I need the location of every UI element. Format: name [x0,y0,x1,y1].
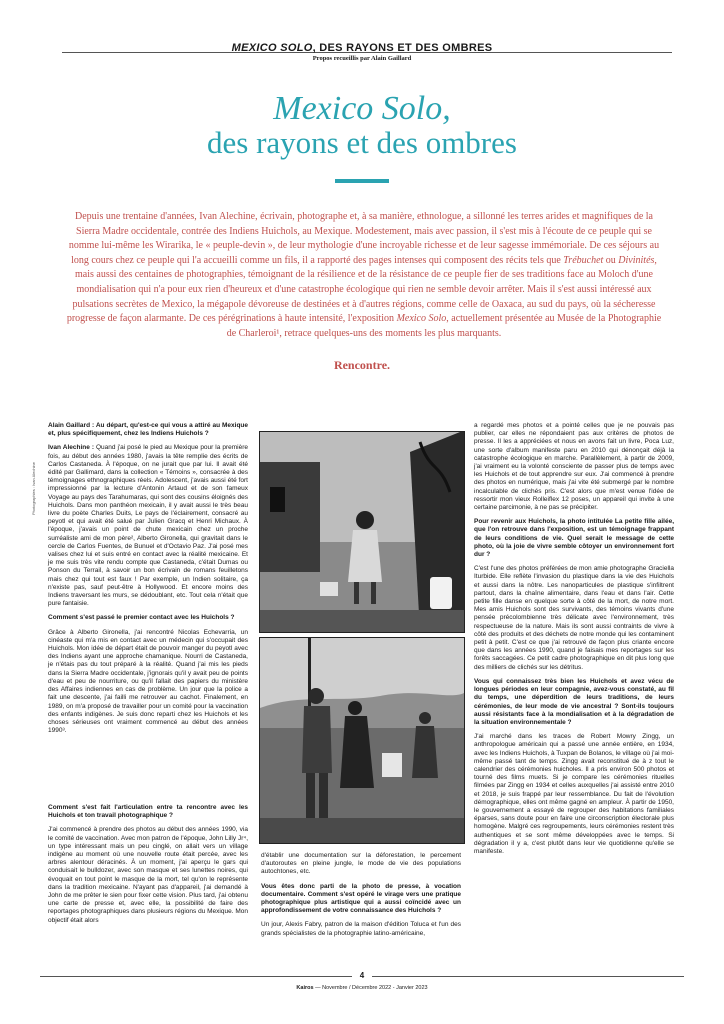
title-accent-bar [335,179,389,183]
running-header-rest: , DES RAYONS ET DES OMBRES [312,42,493,54]
answer-1 [48,444,248,608]
answer-6: J'ai marché dans les traces de Robert Mowry Zingg, un anthropologue américain qui a passé une année entière, en 1934, avec les Indiens Huichols, à Tuxpan de Bolanos, le village où j'ai moi-même passé tant de temps. Zingg avait reconstitué de à z tout le calendrier des cérémonies huicholes. Il a pris environ 500 photos et tourné des films muets. Si je compare les cérémonies rituelles filmées par Zingg en 1934 et celles auxquelles j'ai assisté entre 2010 et 2018, je suis frappé par leur ressemblance. Du fait de l'évolution démographique, elles ont même gagné en ampleur. À partir de 1950, le gouvernement a essayé de regrouper des habitations familiales éparses, sans doute pour en faire une circonscription électorale plus homogène. Malgré ces regroupements, leurs cérémonies restent très authentiques et se sont même développées avec le temps. Si dégradation il y a, c'est plutôt dans leur vie quotidienne qu'elle se manifeste. [474,733,674,855]
question-3: Comment s'est fait l'articulation entre ta rencontre avec les Huichols et ton travail photographique ? [48,804,248,820]
answer-1-text: Quand j'ai posé le pied au Mexique pour la première fois, au début des années 1980, j'avais la tête remplie des écrits de Carlos Castaneda. À l'époque, on ne jurait que par lui. Il avait été édité par Gallimard, dans la collection « Témoins », consacrée à des témoignages ethnographiques réels. Adolescent, j'avais aussi été fort impressionné par la lecture d'Antonin Artaud et de son fameux Voyage au pays des Tarahumaras, qui sont des cousins éloignés des Huichols. Dans mon panthéon mexicain, il y avait aussi le très beau livre du poète Charles Duits, Le pays de l'éclairement, consacré au peyotl et qui avait été salué par Julien Gracq et Henri Michaux. À l'époque, j'avais un point de chute mexicain chez un proche surréaliste ami de mon père², Alberto Gironella, qui gravitait dans le cercle de Carlos Fuentes, de Bunuel et d'Octavio Paz. J'ai posé mes valises chez lui et suis entré en contact avec la réalité mexicaine. Et je me suis très vite rendu compte que Castaneda, c'était Dumas ou Ponson du Terrail, à savoir un bon écrivain de romans feuilletons mais chez qui tout est faux ! Par exemple, un Indien solitaire, ça n'existe pas, sauf peut-être à Hollywood. Et encore moins des Indiens traversant les murs, se dédoublant, etc. Tout cela n'était que pure fantaisie. [48,444,248,608]
intro-or: ou [603,254,619,266]
column-1-continued [48,804,248,931]
page-number: 4 [352,971,372,982]
question-4: Vous êtes donc parti de la photo de presse, à vocation documentaire. Comment s'est opéré le virage vers une pratique photographique plus artistique qui a aussi coïncidé avec un approfondissement de votre connaissance des Huichols ? [261,882,461,915]
answer-5: C'est l'une des photos préférées de mon amie photographe Graciella Iturbide. Elle reflète l'invasion du plastique dans la vie des Huichols et aussi dans la nôtre. Les nanoparticules de plastique s'infiltrent partout, dans la chaîne alimentaire, dans l'eau et dans l'air. Cette petite fille danse en quelque sorte à côté de la mort, de notre mort. Mes amis Huichols sont des survivants, des témoins vivants d'une pensée précolombienne très délicate avec l'environnement, très respectueuse de la nature. Mais ils sont aussi contraints de vivre à côté des produits et des déchets de notre monde qui les contaminent petit à petit. C'est ce que j'ai retrouvé de façon plus criante encore que dans les années 1990, quand je faisais mes reportages sur les forêts saccagées. Ce petit cadre photographique en dit plus long que des milliers de clichés sur les détritus. [474,565,674,671]
column-1 [48,422,248,741]
question-6: Vous qui connaissez très bien les Huichols et avez vécu de longues périodes en leur compagnie, avez-vous constaté, au fil du temps, une déperdition de leurs traditions, de leurs cérémonies, de leur mode de vie ancestral ? Sont-ils toujours aussi résistants face à la mondialisation et à la dégradation de la situation environnementale ? [474,677,674,726]
book-title-divinites: Divinités [618,254,655,266]
intro-text-1: Depuis une trentaine d'années, Ivan Alechine, écrivain, photographe et, à sa manière, ethnologue, a sillonné les terres arides et magnifiques de la Sierra Madre occidentale, contrée des Indiens Huichols, au Mexique. Modestement, mais avec passion, il s'est mis à l'écoute de ce peuple qui se nomme lui-même les Wirarika, le « peuple-devin », de leur mythologie d'une incroyable richesse et de leur sagesse immémoriale. De ces séjours au long cours chez ce peuple qui l'a accueilli comme un fils, il a rapporté des pages intenses qui composent des récits tels que [68,211,660,266]
article-title [0,92,724,160]
exhibition-title: Mexico Solo [396,313,447,325]
question-5: Pour revenir aux Huichols, la photo intitulée La petite fille ailée, que l'on retrouve dans l'exposition, est un témoignage frappant de leurs conditions de vie. Quel serait le message de cette photo, où la joie de vivre semble côtoyer un environnement fort dur ? [474,518,674,559]
title-line-1: Mexico Solo, [273,90,451,127]
intro-text-3: , actuellement présentée au Musée de la Photographie de Charleroi¹, retrace quelques-uns des moments les plus marquants. [226,313,662,339]
photo-villagers-with-buckets [259,637,465,844]
column-2 [261,852,461,944]
photo-credit [31,425,39,515]
intro-paragraph [66,210,662,341]
issue-date: — Novembre / Décembre 2022 - Janvier 2023 [313,985,428,991]
question-2: Comment s'est passé le premier contact avec les Huichols ? [48,614,235,622]
column-3 [474,422,674,862]
answer-3: J'ai commencé à prendre des photos au début des années 1990, via le comité de vaccination. Avec mon patron de l'époque, John Lilly Jr⁴, un type intéressant mais un peu cinglé, on allait vers un village indigène au moment où une nouvelle route était percée, avec les arbres alentour déracinés. À un moment, j'ai aperçu le gars qui conduisait le bulldozer, avec son masque et ses lunettes noires, qui évoquait en tout point le masque de la mort, tel qu'on le représente dans la tradition mexicaine. N'ayant pas d'appareil, j'ai demandé à John de me prêter le sien pour fixer cette vision. Plus tard, j'ai obtenu une carte de presse et, avec elle, la possibilité de faire des reportages photographiques dans plusieurs régions du Mexique. Mon objectif était alors [48,826,248,924]
answer-4-end: d'établir une documentation sur la déforestation, le percement d'autoroutes en pleine jungle, le mode de vie des populations autochtones, etc. [261,852,461,876]
byline: Propos recueillis par Alain Gaillard [312,55,412,62]
magazine-name: Kairos [296,985,314,991]
answer-2: Grâce à Alberto Gironella, j'ai rencontré Nicolas Echevarria, un cinéaste qui m'a mis en contact avec un médecin qui s'occupait des Huichols. Mon idée de départ était de pouvoir manger du peyotl avec des Indiens ayant une approche chamanique. Nourri de Castaneda, je n'étais pas du tout préparé à la réalité. Quand j'ai mis les pieds dans la Sierra Madre occidentale, j'ignorais qu'il y avait peu de points d'eau et peu de nourriture, ou qu'il fallait des papiers du ministère des Affaires indiennes en cas de problème. Un jour que la police a fait une descente, j'ai failli me retrouver au cachot. Finalement, en 1989, on m'a proposé de travailler pour un comité pour la vaccination des enfants indigènes. Je suis donc reparti chez les Huichols et les choses sérieuses ont vraiment commencé au début des années 1990³. [48,628,248,735]
question-1: Alain Gaillard : Au départ, qu'est-ce qui vous a attiré au Mexique et, plus spécifiquement, chez les Indiens Huichols ? [48,422,248,438]
intro-text-2: , mais aussi des centaines de photographies, témoignant de la résilience et de la résistance de ce peuple fier de ses traditions face au Moloch d'une mondialisation qui n'a pour eux rien d'heureux et d'une catastrophe écologique qui rien ne semble devoir arrêter. Mais il s'est aussi intéressé aux pulsations secrètes de Mexico, la mégapole dévoreuse de destinées et à d'autres régions, comme celle de Oaxaca, au sud du pays, où la sécheresse progresse de façon alarmante. De ces pérégrinations à haute intensité, l'exposition [66,254,657,325]
section-heading-rencontre: Rencontre. [333,358,391,372]
running-header-italic: MEXICO SOLO [231,42,313,54]
running-header [0,42,724,54]
photo-girl-with-plastic-containers [259,431,465,633]
answer-4: Un jour, Alexis Fabry, patron de la maison d'édition Toluca et l'un des grands spécialistes de la photographie latino-américaine, [261,921,461,937]
footer [0,985,724,991]
title-line-2: des rayons et des ombres [207,125,517,160]
photo-1-image [260,432,464,632]
answer-4-continued: a regardé mes photos et a pointé celles que je ne pouvais pas publier, car elles ne répondaient pas aux critères de photos de presse. Il les a appréciées et nous en avons fait un livre, Poca Luz, une sorte d'album manifeste paru en 2010 qui dénonçait déjà la catastrophe écologique en marche. Parallèlement, à partir de 2009, j'ai vraiment eu la volonté consciente de passer plus de temps avec les Huichols et de tout apprendre sur eux. J'ai commencé à prendre des photos en numérique, mais j'ai vite été submergé par le nombre incalculable de clichés pris. C'est alors que m'est venue l'idée de ressortir mon vieux Rolleiflex 12 poses, un appareil qui invite à une certaine parcimonie, à ne pas se précipiter. [474,422,674,512]
book-title-trebuchet: Trébuchet [563,254,604,266]
answer-1-speaker: Ivan Alechine : [48,444,94,452]
photo-credit-text: Photographies : Ivan Alechine [31,462,36,515]
photo-2-image [260,638,464,843]
